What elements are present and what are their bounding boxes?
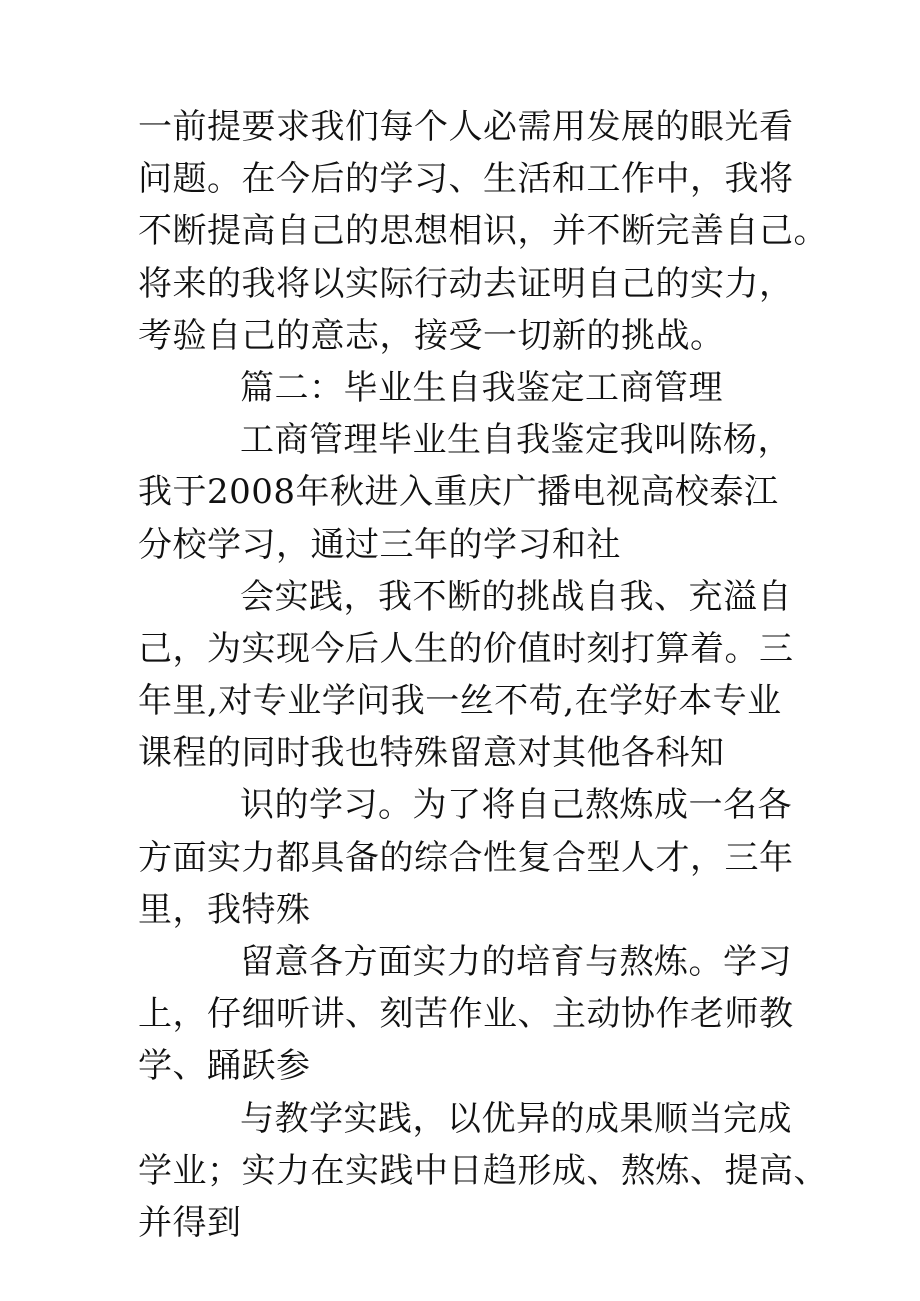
text-line: 课程的同时我也特殊留意对其他各科知 bbox=[138, 733, 725, 774]
text-line: 会实践，我不断的挑战自我、充溢自 bbox=[240, 576, 792, 617]
section-heading: 篇二：毕业生自我鉴定工商管理 bbox=[240, 367, 723, 408]
document-body bbox=[138, 101, 828, 1249]
text-line: 上，仔细听讲、刻苦作业、主动协作老师教 bbox=[138, 994, 794, 1035]
text-line: 学、踊跃参 bbox=[138, 1046, 311, 1087]
text-line: 并得到 bbox=[138, 1202, 242, 1243]
text-line: 与教学实践，以优异的成果顺当完成 bbox=[240, 1098, 792, 1139]
text-line: 分校学习，通过三年的学习和社 bbox=[138, 524, 621, 565]
text-line: 识的学习。为了将自己熬炼成一名各 bbox=[240, 785, 792, 826]
text-line: 学业；实力在实践中日趋形成、熬炼、提高、 bbox=[138, 1150, 828, 1191]
text-line: 工商管理毕业生自我鉴定我叫陈杨， bbox=[240, 420, 792, 461]
text-line: 不断提高自己的思想相识，并不断完善自己。 bbox=[138, 211, 828, 252]
text-line: 我于2008年秋进入重庆广播电视高校泰江 bbox=[138, 472, 779, 513]
text-line: 一前提要求我们每个人必需用发展的眼光看 bbox=[138, 107, 794, 147]
text-line: 己，为实现今后人生的价值时刻打算着。三 bbox=[138, 628, 794, 669]
text-line: 留意各方面实力的培育与熬炼。学习 bbox=[240, 942, 792, 982]
text-line: 问题。在今后的学习、生活和工作中，我将 bbox=[138, 159, 794, 200]
text-line: 年里,对专业学问我一丝不苟,在学好本专业 bbox=[138, 681, 782, 722]
text-line: 考验自己的意志，接受一切新的挑战。 bbox=[138, 315, 725, 356]
text-line: 将来的我将以实际行动去证明自己的实力， bbox=[138, 263, 794, 304]
text-line: 里，我特殊 bbox=[138, 889, 311, 930]
text-line: 方面实力都具备的综合性复合型人才，三年 bbox=[138, 837, 794, 878]
